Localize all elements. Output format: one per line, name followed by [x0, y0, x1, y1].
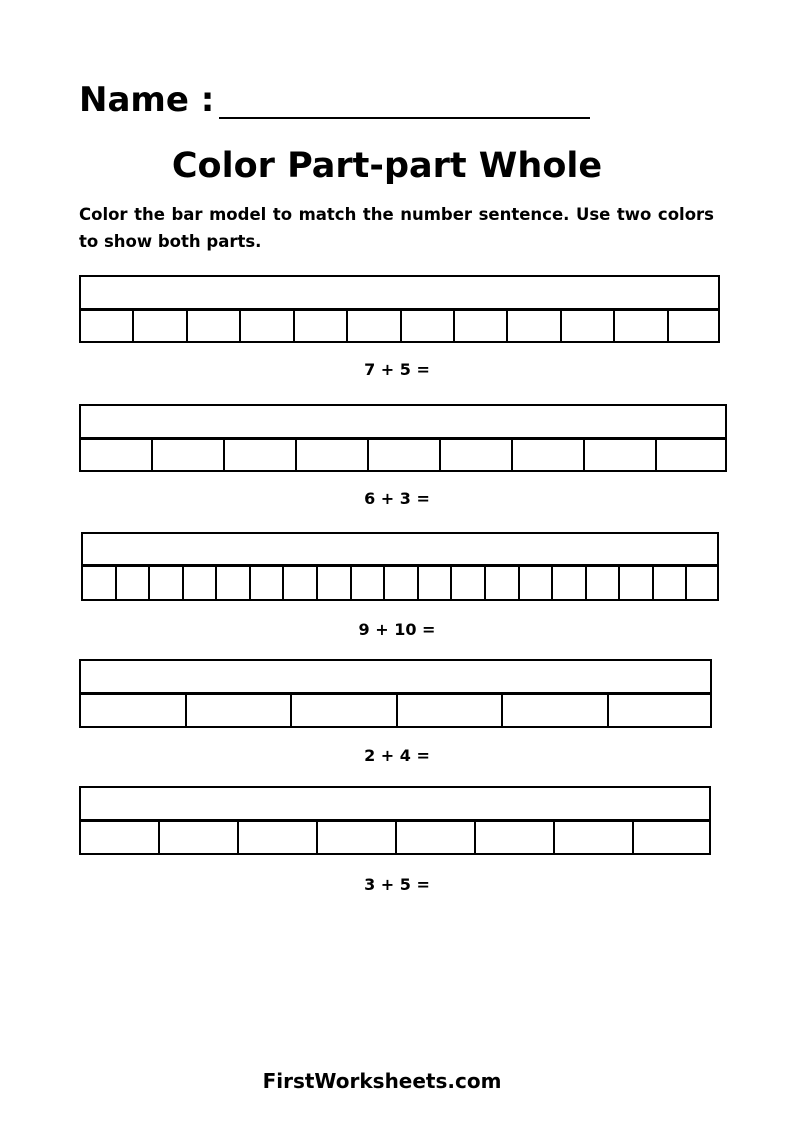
- number-sentence: 7 + 5 =: [364, 360, 430, 379]
- part-cell[interactable]: [148, 565, 184, 601]
- name-blank-line[interactable]: [219, 117, 590, 119]
- part-cell[interactable]: [290, 693, 398, 728]
- part-cell[interactable]: [79, 693, 187, 728]
- part-cell[interactable]: [185, 693, 292, 728]
- bar-model-1: [79, 275, 720, 343]
- part-cell[interactable]: [652, 565, 687, 601]
- part-cell[interactable]: [484, 565, 520, 601]
- number-sentence: 6 + 3 =: [364, 489, 430, 508]
- part-cell[interactable]: [115, 565, 150, 601]
- part-cell[interactable]: [618, 565, 654, 601]
- part-cell[interactable]: [501, 693, 609, 728]
- parts-row: [79, 438, 727, 472]
- part-cell[interactable]: [585, 565, 620, 601]
- part-cell[interactable]: [685, 565, 719, 601]
- part-cell[interactable]: [316, 820, 397, 855]
- worksheet-title: Color Part-part Whole: [171, 146, 603, 186]
- name-label: Name :: [79, 80, 215, 120]
- part-cell[interactable]: [453, 309, 508, 343]
- bar-model-4: [79, 659, 712, 728]
- part-cell[interactable]: [506, 309, 562, 343]
- bar-model-3: [81, 532, 719, 601]
- part-cell[interactable]: [79, 438, 153, 472]
- part-cell[interactable]: [400, 309, 455, 343]
- part-cell[interactable]: [367, 438, 441, 472]
- instructions: Color the bar model to match the number sentence. Use two colors to show both parts.: [79, 205, 714, 251]
- part-cell[interactable]: [346, 309, 402, 343]
- whole-bar[interactable]: [79, 275, 720, 310]
- part-cell[interactable]: [583, 438, 657, 472]
- parts-row: [79, 309, 720, 343]
- part-cell[interactable]: [215, 565, 251, 601]
- whole-bar[interactable]: [79, 786, 711, 821]
- part-cell[interactable]: [79, 820, 160, 855]
- part-cell[interactable]: [350, 565, 385, 601]
- parts-row: [79, 820, 711, 855]
- part-cell[interactable]: [237, 820, 318, 855]
- part-cell[interactable]: [249, 565, 284, 601]
- part-cell[interactable]: [450, 565, 486, 601]
- part-cell[interactable]: [81, 565, 117, 601]
- part-cell[interactable]: [518, 565, 553, 601]
- part-cell[interactable]: [239, 309, 295, 343]
- part-cell[interactable]: [560, 309, 615, 343]
- part-cell[interactable]: [553, 820, 634, 855]
- part-cell[interactable]: [295, 438, 369, 472]
- part-cell[interactable]: [551, 565, 587, 601]
- part-cell[interactable]: [293, 309, 348, 343]
- whole-bar[interactable]: [79, 404, 727, 439]
- part-cell[interactable]: [383, 565, 419, 601]
- part-cell[interactable]: [613, 309, 669, 343]
- part-cell[interactable]: [79, 309, 134, 343]
- part-cell[interactable]: [417, 565, 452, 601]
- part-cell[interactable]: [132, 309, 188, 343]
- part-cell[interactable]: [667, 309, 720, 343]
- part-cell[interactable]: [395, 820, 476, 855]
- footer-site-name: FirstWorksheets.com: [262, 1069, 502, 1093]
- part-cell[interactable]: [151, 438, 225, 472]
- bar-model-2: [79, 404, 727, 472]
- whole-bar[interactable]: [79, 659, 712, 694]
- part-cell[interactable]: [655, 438, 727, 472]
- part-cell[interactable]: [316, 565, 352, 601]
- part-cell[interactable]: [396, 693, 503, 728]
- part-cell[interactable]: [182, 565, 217, 601]
- bar-model-5: [79, 786, 711, 855]
- part-cell[interactable]: [158, 820, 239, 855]
- number-sentence: 9 + 10 =: [358, 620, 436, 639]
- part-cell[interactable]: [439, 438, 513, 472]
- part-cell[interactable]: [632, 820, 711, 855]
- whole-bar[interactable]: [81, 532, 719, 566]
- part-cell[interactable]: [186, 309, 241, 343]
- part-cell[interactable]: [607, 693, 712, 728]
- part-cell[interactable]: [511, 438, 585, 472]
- number-sentence: 2 + 4 =: [364, 746, 430, 765]
- part-cell[interactable]: [223, 438, 297, 472]
- parts-row: [81, 565, 719, 601]
- number-sentence: 3 + 5 =: [364, 875, 430, 894]
- part-cell[interactable]: [282, 565, 318, 601]
- part-cell[interactable]: [474, 820, 555, 855]
- parts-row: [79, 693, 712, 728]
